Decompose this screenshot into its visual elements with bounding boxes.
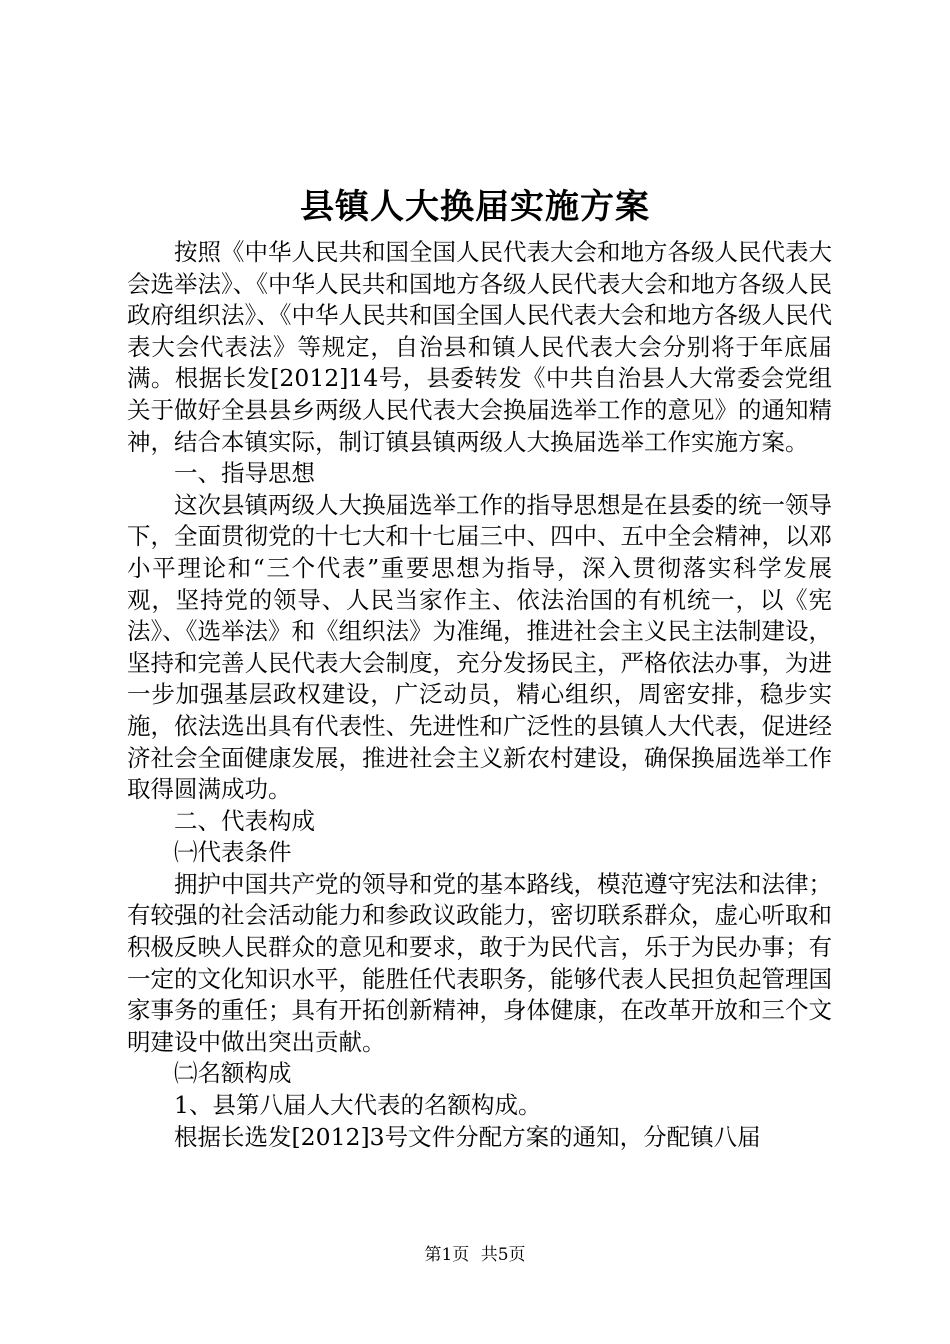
guiding-thought-paragraph: 这次县镇两级人大换届选举工作的指导思想是在县委的统一领导下，全面贯彻党的十七大和十七届三中、四中、五中全会精神，以邓小平理论和“三个代表”重要思想为指导，深入贯彻落实科学发展观，坚持党的领导、人民当家作主、依法治国的有机统一，以《宪法》、《选举法》和《组织法》为准绳，推进社会主义民主法制建设，坚持和完善人民代表大会制度，充分发扬民主，严格依法办事，为进一步加强基层政权建设，广泛动员，精心组织，周密安排，稳步实施，依法选出具有代表性、先进性和广泛性的县镇人大代表，促进经济社会全面健康发展，推进社会主义新农村建设，确保换届选举工作取得圆满成功。 [127,490,832,804]
page-total: 共5页 [480,1245,526,1265]
subheading-quota: ㈡名额构成 [174,1059,292,1088]
section-heading-guiding-thought: 一、指导思想 [174,459,315,488]
section-heading-composition: 二、代表构成 [174,806,315,835]
quota-item-1: 1、县第八届人大代表的名额构成。 [174,1091,542,1120]
page-number: 第1页 [424,1245,470,1265]
quota-paragraph: 根据长选发[2012]3号文件分配方案的通知，分配镇八届 [174,1122,761,1151]
intro-paragraph: 按照《中华人民共和国全国人民代表大会和地方各级人民代表大会选举法》、《中华人民共和国地方各级人民代表大会和地方各级人民政府组织法》、《中华人民共和国全国人民代表大会和地方各级人民代表大会代表法》等规定，自治县和镇人民代表大会分别将于年底届满。根据长发[2012]14号，县委转发《中共自治县人大常委会党组关于做好全县县乡两级人民代表大会换届选举工作的意见》的通知精神，结合本镇实际，制订镇县镇两级人大换届选举工作实施方案。 [127,238,832,456]
conditions-paragraph: 拥护中国共产党的领导和党的基本路线，模范遵守宪法和法律；有较强的社会活动能力和参政议政能力，密切联系群众，虚心听取和积极反映人民群众的意见和要求，敢于为民代言，乐于为民办事；有一定的文化知识水平，能胜任代表职务，能够代表人民担负起管理国家事务的重任；具有开拓创新精神，身体健康，在改革开放和三个文明建设中做出突出贡献。 [127,869,832,1056]
page-footer [0,1244,950,1266]
document-title: 县镇人大换届实施方案 [300,187,650,227]
document-body [127,237,832,1153]
subheading-conditions: ㈠代表条件 [174,838,292,867]
